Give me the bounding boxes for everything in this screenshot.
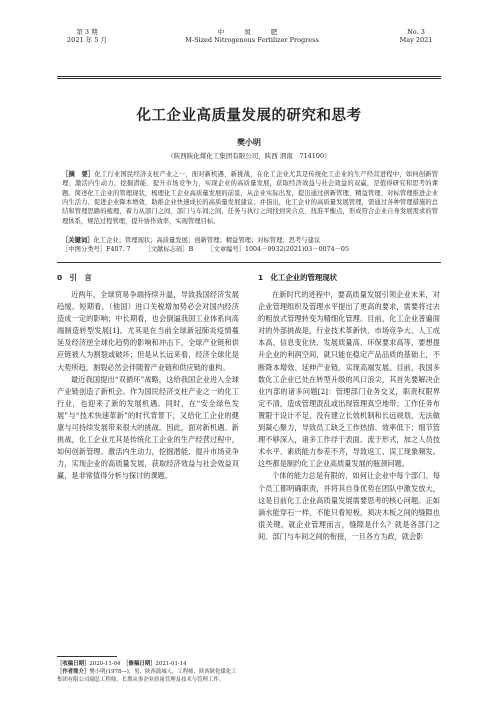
intro-paragraph-2: 最近我国提出“双循环”战略，这给我国企业进入全球产业链创造了新机会。作为国民经济支柱产业之一的化工行业，也迎来了新的发展机遇。同时，在“安全绿色发展”与“技术快速革新”的时代背景下，又给化工企业的健康与可持续发展带来很大的挑战。因此，面对新机遇、新挑战，化工企业尤其是传统化工企业的生产经营过程中，如何创新管理、激活内生动力，挖掘潜能、提升市场竞争力，实现企业的高质量发展，获取经济效益与社会效益双赢，是非常值得分析与探讨的课题。 (57, 374, 239, 481)
clc-number: ［中图分类号］F407. 7 (62, 246, 131, 253)
document-code: ［文献标志码］B (144, 246, 194, 253)
author-bio-label: ［作者简介］ (57, 669, 90, 675)
issue-en: No. 3 (407, 28, 425, 36)
article-title: 化工企业高质量发展的研究和思考 (136, 108, 362, 124)
right-column (258, 272, 440, 543)
abstract-label: ［摘 要］ (62, 171, 95, 178)
journal-name-en: M-Sized Nitrogenous Fertilizer Progress (185, 36, 319, 44)
footnote-author (57, 668, 241, 684)
section-1-paragraph-1: 在新时代的进程中，要高质量发展引领企业未来，对企业管理组织及管理水平提出了更高的要求，需要将过去的粗放式管理转变为精细化管理。目前，化工企业普遍面对的外部挑战是，行业技术革新快、市场竞争大、人工成本高、信息变化快、发展质量高、环保要求高等，要想提升企业的利润空间，就只能在稳定产品品质的基础上，不断降本增效、延伸产业链、实现高端发展。目前，我国多数化工企业已处在转型升级的风口浪尖，其首先要解决企业内部的诸多问题[2]：管理部门业务交叉，职责权限界定不清，造成管理混乱或出现管理真空地带；工作任务布置限于设计不足，没有建立长效机制和长远规划，无法做到凝心聚力，导致员工缺乏工作热情、效率低下；细节管理不够深入，诸多工作浮于表面、流于形式，加之人员技术水平、素质能力参差不齐，导致返工、误工现象频发。这些都是制约化工企业高质量发展的瓶颈问题。 (258, 290, 440, 469)
author-bio: 樊小明(1978—)，男，陕西蒲城人，工程师，陕西陕化煤化工集团有限公司副总工程师，长期从事企业质量管理及技术与管理工作。 (57, 669, 237, 683)
article-author: 樊小明 (237, 138, 261, 147)
author-affiliation: （陕西陕化煤化工集团有限公司，陕西 渭南 714100） (167, 152, 331, 160)
left-column (57, 272, 239, 483)
section-1-title: 1 化工企业的管理现状 (258, 273, 338, 282)
header-right (391, 28, 441, 44)
received-label: ［收稿日期］ (57, 661, 90, 667)
header-center (167, 28, 337, 44)
intro-paragraph-1: 近两年，全球贸易争端持续升温，导致我国经济发展趋缓。短期看，（他国）进口关税增加势必会对国内经济造成一定的影响；中长期看，也会倒逼我国工业体系向高端制造转型发展[1]。尤其是在当前全球新冠肺炎疫情蔓延及经济逆全球化趋势的影响和冲击下，全球产业链和供应链被人为割裂或破坏；但是从长远来看，经济全球化是大势所趋，割裂必然会伴随着产业链和供应链的重构。 (57, 290, 239, 372)
issue-cn: 第 3 期 (76, 28, 98, 36)
keywords (62, 236, 438, 245)
date-cn: 2021 年 5 月 (67, 36, 107, 44)
abstract-rule (57, 262, 441, 263)
header-rule-thin (57, 78, 441, 79)
abstract-text: 化工行业国民经济支柱产业之一，面对新机遇、新挑战，在化工企业尤其是传统化工企业的生产经营进程中，如何创新管理、激活内生动力，挖掘潜能、提升市场竞争力，实现企业的高质量发展，获取经济效益与社会效益的双赢，是值得研究和思考的课题。简述化工企业的管理现状，梳理化工企业高质量发展的前景，从企业实际出发，提出通过创新管理、精益管理、对标管理推进企业内生活力、促进企业降本增效、助推企业快速成长的高质量发展建议；并指出，化工企业的高质量发展管理，需通过各种管理措施的总结和管理思路的梳理，着力从部门之间、部门与车间之间、任务与执行之间找到突合点、找准平衡点，形成符合企业自身发展需求的管理体系，规范过程管理，提升协作效率，实现管理目标。 (62, 171, 439, 225)
footnote-rule (57, 656, 117, 657)
section-intro-title: 0 引 言 (57, 273, 92, 282)
abstract (62, 170, 438, 226)
revised-date: 2021-01-14 (155, 661, 187, 667)
header-rule (57, 76, 441, 77)
section-1-paragraph-2: 个体的能力总是有限的，如何让企业中每个部门、每个员工都明确职责，并将其自身优势在团队中激发放大，这是目前化工企业高质量发展需要思考的核心问题。正如滴水能穿石一样，不能只看短板，须决木板之间的缝隙也很关键。就企业管理而言，缝隙是什么？就是各部门之间、部门与车间之间的衔接，一旦各方为政，就会影 (258, 471, 440, 541)
footnote (57, 660, 241, 684)
keywords-label: ［关键词］ (62, 237, 94, 244)
keywords-text: 化工企业；管理现状；高质量发展；创新管理；精益管理；对标管理；思考与建议 (93, 237, 321, 244)
page-header (57, 28, 441, 54)
footnote-dates (57, 660, 241, 668)
header-left (57, 28, 117, 44)
date-en: May 2021 (399, 36, 433, 44)
article-number: ［文章编号］1004－9932(2021)03－0074－05 (207, 246, 349, 253)
journal-name-cn: 中 氮 肥 (217, 28, 287, 36)
classification-line (62, 245, 438, 254)
revised-label: ［修稿日期］ (125, 661, 156, 667)
received-date: 2020-11-04 (89, 661, 121, 667)
